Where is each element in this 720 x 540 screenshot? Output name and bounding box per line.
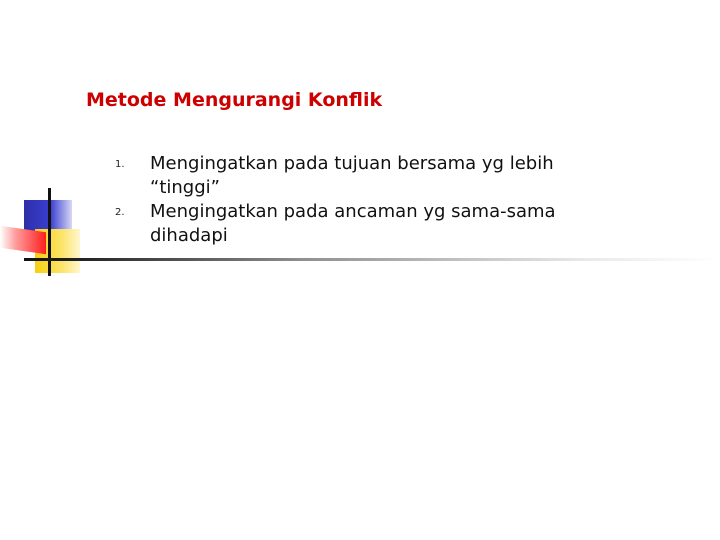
list-item: [112, 200, 582, 248]
list-text: Mengingatkan pada ancaman yg sama-sama dihadapi: [150, 201, 556, 246]
list-item: [112, 152, 582, 200]
list-text: Mengingatkan pada tujuan bersama yg lebih “tinggi”: [150, 153, 554, 198]
horizontal-rule: [24, 258, 720, 261]
vertical-rule: [48, 188, 51, 276]
list-number: 1.: [115, 159, 125, 170]
slide-title: Metode Mengurangi Konflik: [86, 89, 383, 111]
list-number: 2.: [115, 207, 125, 218]
numbered-list: [112, 152, 582, 248]
